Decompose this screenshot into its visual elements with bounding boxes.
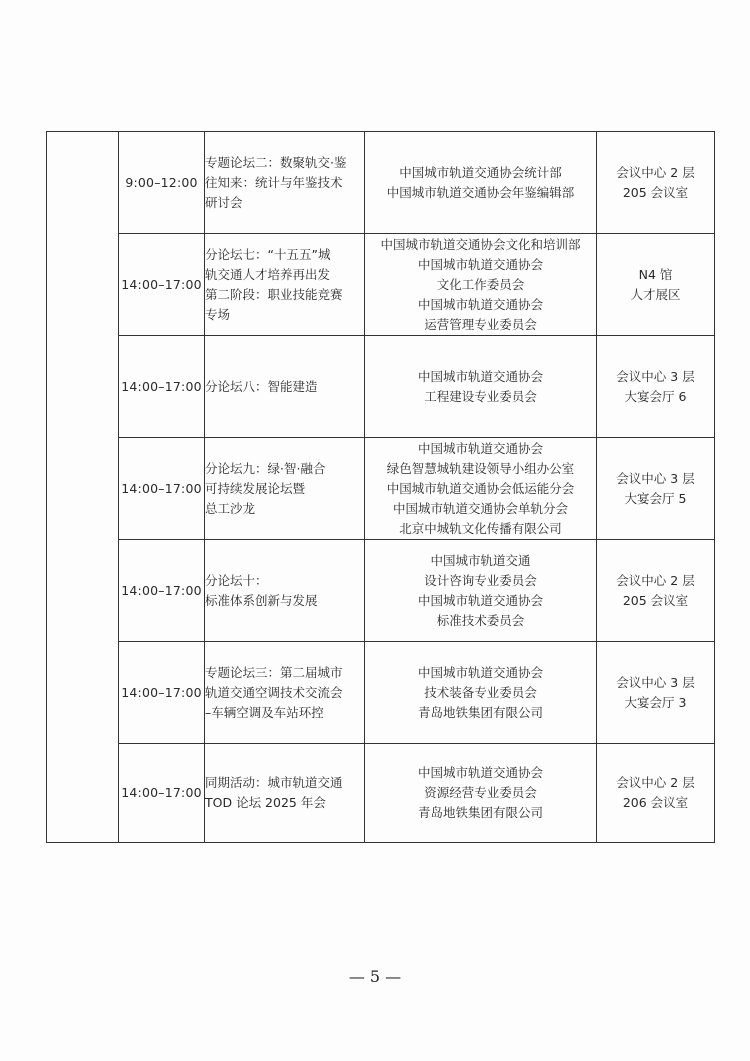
organizer-line: 中国城市轨道交通协会文化和培训部 [380,236,581,252]
organizer-line: 中国城市轨道交通协会年鉴编辑部 [386,184,575,200]
table-row [47,438,715,540]
topic-cell [205,744,365,843]
time-cell: 14:00–17:00 [119,540,205,642]
venue-line: N4 馆 [638,266,673,282]
table-row [47,234,715,336]
time-cell: 14:00–17:00 [119,336,205,438]
organizer-line: 青岛地铁集团有限公司 [417,704,543,720]
organizer-cell [365,132,597,234]
venue-line: 人才展区 [630,286,681,302]
organizer-line: 中国城市轨道交通协会 [417,256,543,272]
topic-line: 专场 [205,306,231,322]
venue-line: 大宴会厅 3 [624,694,687,710]
venue-cell [597,234,715,336]
venue-line: 会议中心 2 层 [616,164,695,180]
organizer-cell [365,642,597,744]
organizer-line: 设计咨询专业委员会 [424,572,537,588]
organizer-line: 工程建设专业委员会 [424,388,537,404]
organizer-cell [365,336,597,438]
topic-line: –车辆空调及车站环控 [205,704,324,720]
topic-line: 第二阶段：职业技能竞赛 [205,286,343,302]
venue-line: 会议中心 3 层 [616,368,695,384]
venue-line: 205 会议室 [622,592,689,608]
organizer-line: 中国城市轨道交通协会 [417,592,543,608]
time-cell: 14:00–17:00 [119,234,205,336]
topic-cell [205,540,365,642]
organizer-line: 青岛地铁集团有限公司 [417,805,543,820]
topic-line: 分论坛八：智能建造 [205,378,318,394]
topic-line: 轨交通人才培养再出发 [205,266,331,282]
topic-line: 同期活动：城市轨道交通 [205,775,343,790]
venue-line: 205 会议室 [622,184,689,200]
topic-line: TOD 论坛 2025 年会 [205,795,326,810]
topic-line: 往知来：统计与年鉴技术 [205,174,343,190]
topic-cell [205,132,365,234]
time-cell: 9:00–12:00 [119,132,205,234]
organizer-line: 中国城市轨道交通协会 [417,296,543,312]
organizer-line: 中国城市轨道交通协会 [417,440,543,456]
organizer-line: 绿色智慧城轨建设领导小组办公室 [386,460,575,476]
organizer-line: 中国城市轨道交通 [430,552,531,568]
topic-line: 研讨会 [205,194,243,210]
topic-cell [205,642,365,744]
table-row [47,132,715,234]
organizer-line: 中国城市轨道交通协会统计部 [399,164,562,180]
page-number: — 5 — [348,967,402,986]
organizer-line: 中国城市轨道交通协会单轨分会 [392,500,568,516]
topic-cell [205,336,365,438]
table-row [47,642,715,744]
venue-line: 大宴会厅 6 [624,388,687,404]
organizer-line: 文化工作委员会 [436,276,525,292]
table-row [47,744,715,843]
venue-cell [597,744,715,843]
organizer-line: 中国城市轨道交通协会 [417,664,543,680]
topic-line: 专题论坛三：第二届城市 [205,664,343,680]
topic-cell [205,234,365,336]
topic-line: 专题论坛二：数聚轨交·鉴 [205,154,347,170]
topic-line: 标准体系创新与发展 [205,592,318,608]
topic-line: 分论坛十： [205,572,268,588]
venue-cell [597,540,715,642]
organizer-line: 中国城市轨道交通协会 [417,368,543,384]
topic-line: 分论坛九：绿·智·融合 [205,460,326,476]
topic-line: 分论坛七：“十五五”城 [205,246,331,262]
time-cell: 14:00–17:00 [119,438,205,540]
date-cell [47,132,119,843]
venue-line: 会议中心 3 层 [616,674,695,690]
organizer-cell [365,744,597,843]
organizer-line: 资源经营专业委员会 [424,785,537,800]
schedule-table [46,131,715,843]
topic-line: 可持续发展论坛暨 [205,480,306,496]
venue-line: 206 会议室 [622,795,689,810]
organizer-line: 运营管理专业委员会 [424,316,537,332]
time-cell: 14:00–17:00 [119,642,205,744]
venue-line: 会议中心 2 层 [616,572,695,588]
venue-cell [597,132,715,234]
time-cell: 14:00–17:00 [119,744,205,843]
organizer-cell [365,540,597,642]
organizer-line: 北京中城轨文化传播有限公司 [399,520,562,536]
venue-line: 大宴会厅 5 [624,490,687,506]
topic-line: 总工沙龙 [205,500,256,516]
table-row [47,540,715,642]
organizer-line: 标准技术委员会 [436,612,525,628]
topic-line: 轨道交通空调技术交流会 [205,684,343,700]
organizer-line: 技术装备专业委员会 [424,684,537,700]
organizer-line: 中国城市轨道交通协会 [417,765,543,780]
venue-cell [597,438,715,540]
venue-cell [597,336,715,438]
topic-cell [205,438,365,540]
venue-cell [597,642,715,744]
venue-line: 会议中心 2 层 [616,775,695,790]
organizer-cell [365,438,597,540]
table-row [47,336,715,438]
organizer-line: 中国城市轨道交通协会低运能分会 [386,480,575,496]
organizer-cell [365,234,597,336]
venue-line: 会议中心 3 层 [616,470,695,486]
